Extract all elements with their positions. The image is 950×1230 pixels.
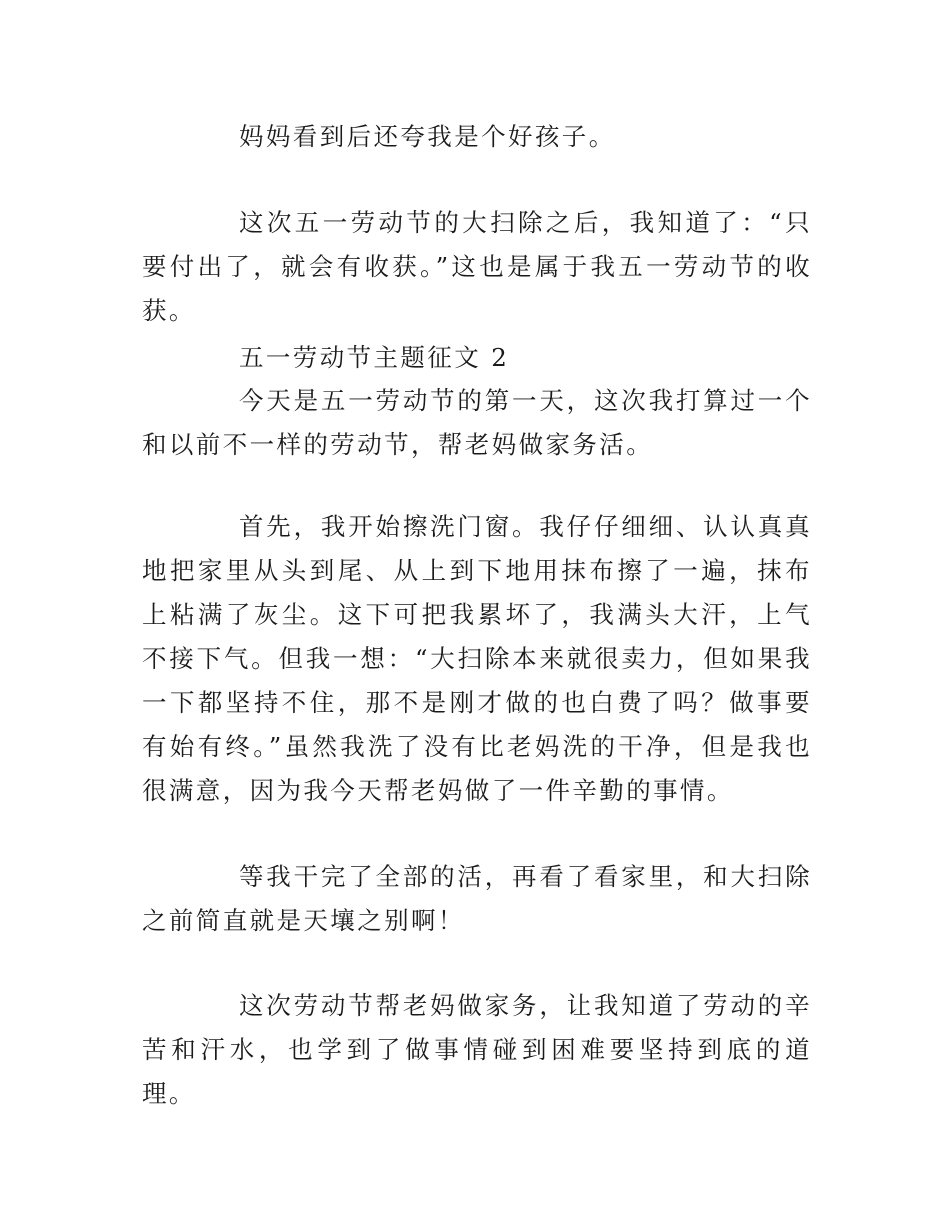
paragraph-result: 等我干完了全部的活，再看了看家里，和大扫除之前简直就是天壤之别啊！: [142, 862, 812, 935]
paragraph-intro: 今天是五一劳动节的第一天，这次我打算过一个和以前不一样的劳动节，帮老妈做家务活。: [142, 386, 812, 459]
paragraph-cleaning: 首先，我开始擦洗门窗。我仔仔细细、认认真真地把家里从头到尾、从上到下地用抹布擦了一遍，抹布上粘满了灰尘。这下可把我累坏了，我满头大汗，上气不接下气。但我一想：“大扫除本来就很卖力，但如果我一下都坚持不住，那不是刚才做的也白费了吗？做事要有始有终。”虽然我洗了没有比老妈洗的干净，但是我也很满意，因为我今天帮老妈做了一件辛勤的事情。: [142, 512, 812, 805]
paragraph-praise: 妈妈看到后还夸我是个好孩子。: [239, 122, 616, 151]
essay-title: 五一劳动节主题征文 2: [239, 343, 510, 372]
paragraph-lesson: 这次劳动节帮老妈做家务，让我知道了劳动的辛苦和汗水，也学到了做事情碰到困难要坚持到底的道理。: [142, 991, 812, 1108]
paragraph-harvest: 这次五一劳动节的大扫除之后，我知道了：“只要付出了，就会有收获。”这也是属于我五一劳动节的收获。: [142, 208, 812, 325]
